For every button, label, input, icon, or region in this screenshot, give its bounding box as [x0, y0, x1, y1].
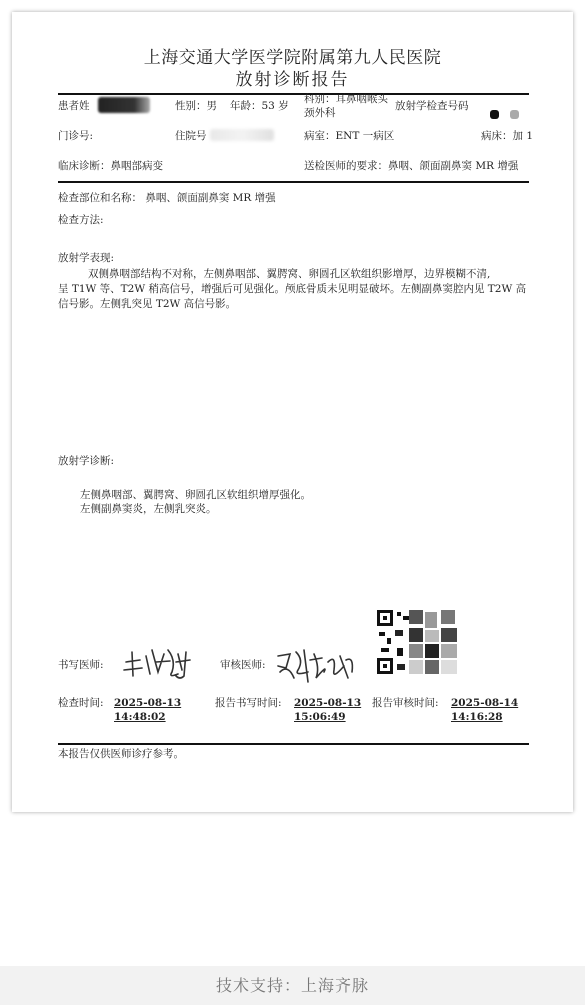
patient-name-label: 患者姓: [58, 100, 90, 112]
review-date: 2025-08-14: [451, 697, 519, 709]
exam-site: 检查部位和名称： 鼻咽、颌面副鼻窦 MR 增强: [58, 192, 276, 204]
findings-line-2: 呈 T1W 等、T2W 稍高信号，增强后可见强化。颅底骨质未见明显破坏。左侧副鼻窦腔内见 T2W 高: [58, 283, 527, 295]
reviewer-signature: [274, 642, 358, 686]
review-time-label: 报告审核时间:: [372, 697, 439, 709]
impression-label: 放射学诊断:: [58, 455, 115, 467]
exam-number-redacted-1: [490, 110, 499, 119]
disclaimer-note: 本报告仅供医师诊疗参考。: [58, 748, 184, 760]
findings-label: 放射学表现:: [58, 252, 115, 264]
hospital-name: 上海交通大学医学院附属第九人民医院: [143, 48, 442, 68]
write-date: 2025-08-13: [294, 697, 362, 709]
impression-line-1: 左侧鼻咽部、翼腭窝、卵圆孔区软组织增厚强化。: [80, 489, 311, 501]
exam-time-label: 检查时间:: [58, 697, 104, 709]
report-sheet: [12, 12, 573, 812]
write-time-label: 报告书写时间:: [215, 697, 282, 709]
patient-age: 年龄：53 岁: [230, 100, 289, 112]
exam-time: 14:48:02: [114, 711, 166, 723]
doctor-request: 送检医师的要求：鼻咽、颌面副鼻窦 MR 增强: [304, 160, 519, 172]
clinic-number-label: 门诊号:: [58, 130, 94, 142]
report-title: 放射诊断报告: [235, 70, 350, 90]
exam-number-label: 放射学检查号码: [395, 100, 469, 112]
findings-line-1: 双侧鼻咽部结构不对称，左侧鼻咽部、翼腭窝、卵圆孔区软组织影增厚，边界模糊不清,: [88, 268, 491, 280]
write-time: 15:06:49: [294, 711, 346, 723]
department-line2: 颈外科: [304, 107, 336, 119]
writer-signature: [120, 640, 198, 684]
qr-code: [375, 608, 461, 678]
writer-label: 书写医师:: [58, 659, 104, 671]
ward: 病室：ENT 一病区: [304, 130, 395, 142]
tech-support-footer: 技术支持：上海齐脉: [0, 966, 585, 1005]
bed: 病床：加 1: [481, 130, 534, 142]
inpatient-number-label: 住院号: [175, 130, 207, 142]
info-rule: [58, 181, 529, 183]
top-rule: [58, 93, 529, 95]
reviewer-label: 审核医师:: [220, 659, 266, 671]
review-time: 14:16:28: [451, 711, 503, 723]
exam-date: 2025-08-13: [114, 697, 182, 709]
inpatient-number-redacted: [210, 129, 274, 141]
department-line1: 科别：耳鼻咽喉头: [304, 93, 388, 105]
clinical-diagnosis: 临床诊断：鼻咽部病变: [58, 160, 163, 172]
exam-method: 检查方法:: [58, 214, 104, 226]
patient-sex: 性别：男: [175, 100, 217, 112]
impression-line-2: 左侧副鼻窦炎，左侧乳突炎。: [80, 503, 217, 515]
patient-name-redacted: [98, 97, 150, 113]
exam-number-redacted-2: [510, 110, 519, 119]
findings-line-3: 信号影。左侧乳突见 T2W 高信号影。: [58, 298, 237, 310]
bottom-rule: [58, 743, 529, 745]
